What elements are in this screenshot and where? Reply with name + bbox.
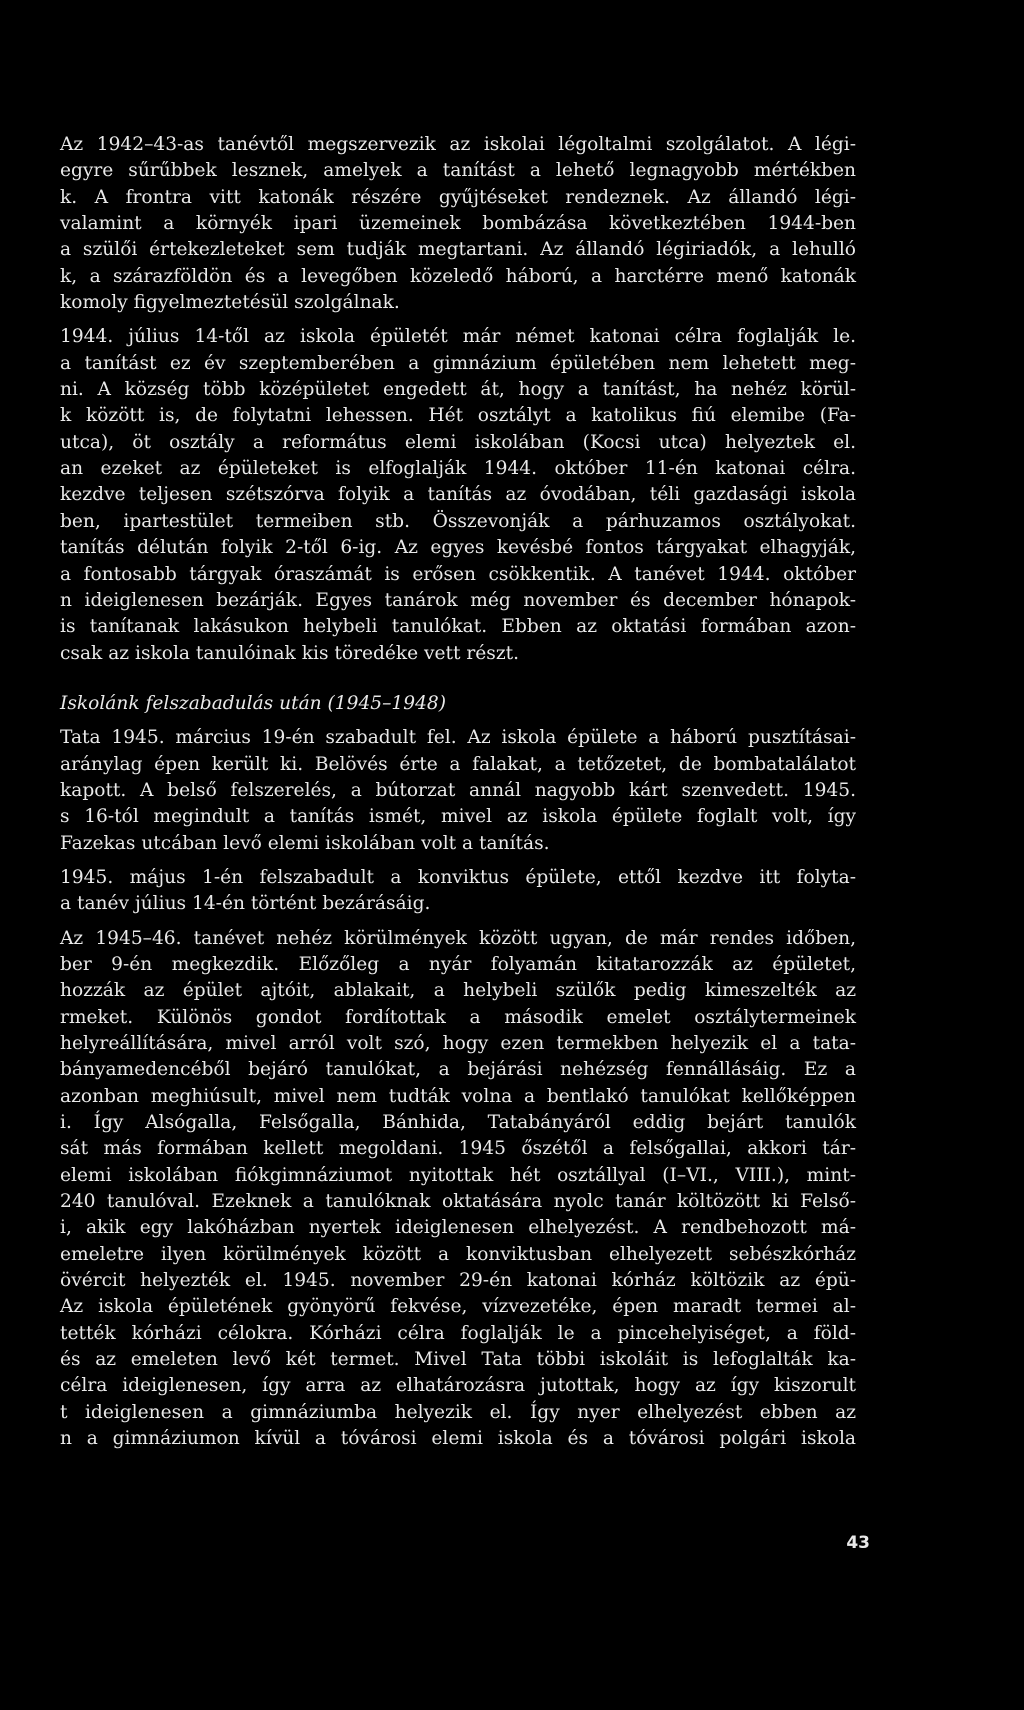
section-gap	[60, 667, 856, 691]
body-text	[60, 132, 856, 1453]
text-line: elemi iskolában fiókgimnáziumot nyitottak hét osztállyal (I–VI., VIII.), mint-	[60, 1164, 856, 1186]
text-line: tették kórházi célokra. Kórházi célra foglalják le a pincehelyiséget, a föld-	[60, 1322, 856, 1344]
paragraph-gap	[60, 918, 856, 926]
text-line: egyre sűrűbbek lesznek, amelyek a tanítást a lehető legnagyobb mértékben	[60, 160, 856, 182]
paragraph-air-raid	[60, 132, 856, 316]
text-line: helyreállítására, mivel arról volt szó, hogy ezen termekben helyezik el a tata-	[60, 1033, 856, 1054]
text-line: és az emeleten levő két termet. Mivel Tata többi iskoláit is lefoglalták ka-	[60, 1349, 856, 1371]
paragraph-1945-46	[60, 926, 856, 1453]
text-line: kezdve teljesen szétszórva folyik a tanítás az óvodában, téli gazdasági iskola	[60, 484, 856, 506]
text-line: ni. A község több középületet engedett át, hogy a tanítást, ha nehéz körül-	[60, 379, 856, 401]
text-line: n ideiglenesen bezárják. Egyes tanárok még november és december hónapok-	[60, 589, 856, 611]
text-line: csak az iskola tanulóinak kis töredéke vett részt.	[60, 642, 520, 664]
text-line: a tanítást ez év szeptemberében a gimnázium épületében nem lehetett meg-	[60, 352, 856, 374]
section-heading: Iskolánk felszabadulás után (1945–1948)	[60, 692, 447, 714]
text-line: 1944. július 14-től az iskola épületét már német katonai célra foglalják le.	[60, 326, 856, 348]
paragraph-1944	[60, 324, 856, 666]
text-line: sát más formában kellett megoldani. 1945 őszétől a felsőgallai, akkori tár-	[60, 1138, 856, 1160]
text-line: k között is, de folytatni lehessen. Hét osztályt a katolikus fiú elemibe (Fa-	[60, 405, 856, 427]
text-line: i. Így Alsógalla, Felsőgalla, Bánhida, Tatabányáról eddig bejárt tanulók	[60, 1112, 856, 1134]
text-line: Fazekas utcában levő elemi iskolában volt a tanítás.	[60, 832, 550, 854]
text-line: t ideiglenesen a gimnáziumba helyezik el. Így nyer elhelyezést ebben az	[60, 1401, 856, 1423]
text-line: hozzák az épület ajtóit, ablakait, a helybeli szülők pedig kimeszelték az	[60, 980, 856, 1002]
text-line: övércit helyezték el. 1945. november 29-én katonai kórház költözik az épü-	[60, 1270, 856, 1292]
text-line: ben, ipartestület termeiben stb. Összevonják a párhuzamos osztályokat.	[60, 510, 856, 532]
paragraph-konviktus	[60, 865, 856, 918]
text-line: n a gimnáziumon kívül a tóvárosi elemi iskola és a tóvárosi polgári iskola	[60, 1428, 856, 1450]
text-line: i, akik egy lakóházban nyertek ideiglenesen elhelyezést. A rendbehozott má-	[60, 1217, 856, 1239]
text-line: k. A frontra vitt katonák részére gyűjtéseket rendeznek. Az állandó légi-	[60, 186, 856, 208]
text-line: emeletre ilyen körülmények között a konviktusban elhelyezett sebészkórház	[60, 1243, 856, 1265]
text-line: bányamedencéből bejáró tanulókat, a bejárási nehézség fennállásáig. Ez a	[60, 1059, 856, 1081]
text-line: s 16-tól megindult a tanítás ismét, mivel az iskola épülete foglalt volt, így	[60, 806, 856, 828]
text-line: rmeket. Különös gondot fordítottak a második emelet osztálytermeinek	[60, 1006, 856, 1028]
text-line: Az iskola épületének gyönyörű fekvése, vízvezetéke, épen maradt termei al-	[60, 1296, 856, 1318]
paragraph-gap	[60, 857, 856, 865]
text-line: Az 1945–46. tanévet nehéz körülmények között ugyan, de már rendes időben,	[60, 927, 856, 949]
text-line: tanítás délután folyik 2-től 6-ig. Az egyes kevésbé fontos tárgyakat elhagyják,	[60, 537, 856, 559]
text-line: ber 9-én megkezdik. Előzőleg a nyár folyamán kitatarozzák az épületet,	[60, 953, 856, 975]
text-line: kapott. A belső felszerelés, a bútorzat annál nagyobb kárt szenvedett. 1945.	[60, 779, 856, 801]
text-line: a fontosabb tárgyak óraszámát is erősen csökkentik. A tanévet 1944. október	[60, 563, 856, 585]
text-line: a szülői értekezleteket sem tudják megtartani. Az állandó légiriadók, a lehulló	[60, 239, 856, 261]
text-line: 1945. május 1-én felszabadult a konviktus épülete, ettől kezdve itt folyta-	[60, 866, 856, 888]
text-line: Tata 1945. március 19-én szabadult fel. Az iskola épülete a háború pusztításai-	[60, 727, 856, 749]
text-line: komoly figyelmeztetésül szolgálnak.	[60, 292, 400, 314]
paragraph-gap	[60, 316, 856, 324]
text-line: utca), öt osztály a református elemi iskolában (Kocsi utca) helyeztek el.	[60, 431, 856, 453]
paragraph-liberation	[60, 725, 856, 857]
heading-gap	[60, 717, 856, 725]
text-line: Az 1942–43-as tanévtől megszervezik az iskolai légoltalmi szolgálatot. A légi-	[60, 134, 856, 155]
text-line: an ezeket az épületeket is elfoglalják 1944. október 11-én katonai célra.	[60, 458, 856, 480]
text-line: 240 tanulóval. Ezeknek a tanulóknak oktatására nyolc tanár költözött ki Felső-	[60, 1191, 856, 1213]
text-line: aránylag épen került ki. Belövés érte a falakat, a tetőzetet, de bombatalálatot	[60, 753, 856, 775]
text-line: is tanítanak lakásukon helybeli tanulókat. Ebben az oktatási formában azon-	[60, 616, 856, 638]
text-line: célra ideiglenesen, így arra az elhatározásra jutottak, hogy az így kiszorult	[60, 1375, 856, 1397]
text-line: valamint a környék ipari üzemeinek bombázása következtében 1944-ben	[60, 213, 856, 235]
text-line: azonban meghiúsult, mivel nem tudták volna a bentlakó tanulókat kellőképpen	[60, 1085, 856, 1107]
text-line: k, a szárazföldön és a levegőben közeledő háború, a harctérre menő katonák	[60, 265, 856, 287]
page-number: 43	[846, 1533, 870, 1553]
text-line: a tanév július 14-én történt bezárásáig.	[60, 893, 431, 915]
